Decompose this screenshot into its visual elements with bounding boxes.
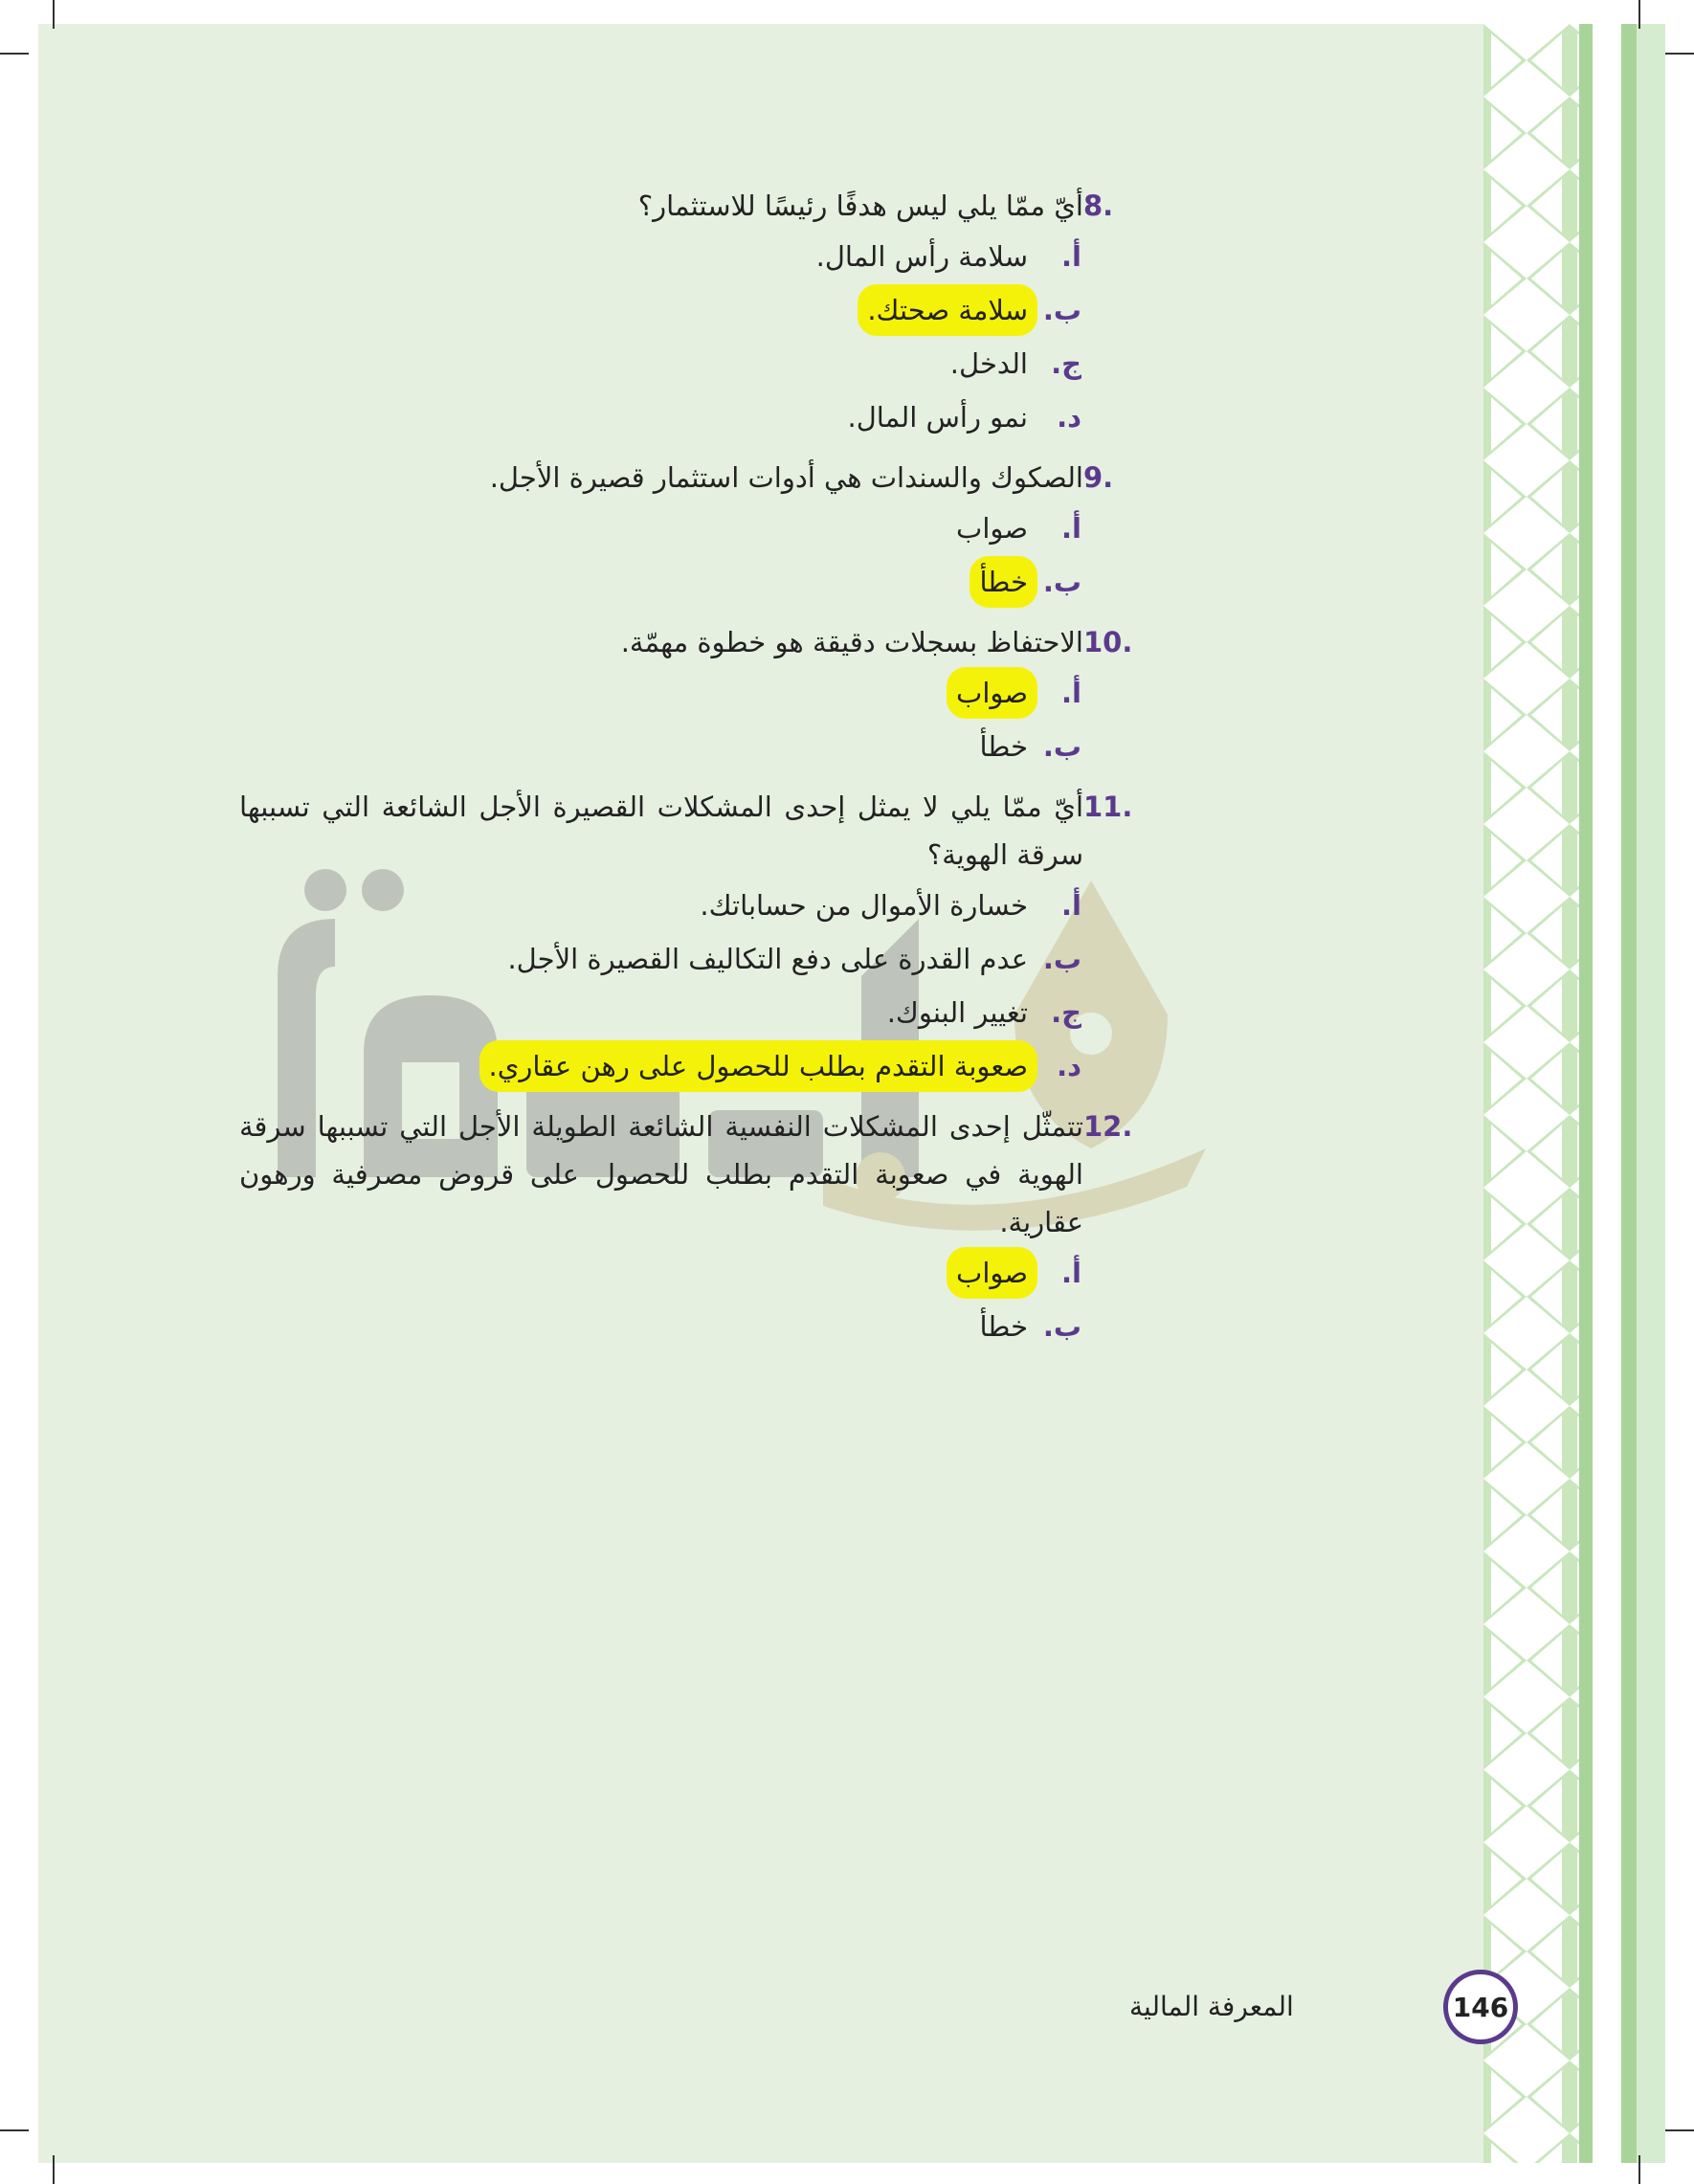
question-10 <box>239 618 1139 773</box>
decorative-side-band <box>1483 24 1665 2163</box>
option-c[interactable] <box>239 986 1081 1039</box>
question-number: 10. <box>1083 626 1133 658</box>
zigzag-pattern <box>1483 24 1665 2163</box>
option-a[interactable] <box>239 230 1081 283</box>
crop-mark <box>53 2155 55 2184</box>
question-8 <box>239 182 1139 444</box>
option-text-highlighted: صعوبة التقدم بطلب للحصول على رهن عقاري. <box>479 1040 1038 1092</box>
option-b[interactable] <box>239 283 1081 337</box>
question-text: أيّ ممّا يلي ليس هدفًا رئيسًا للاستثمار؟ <box>637 189 1083 222</box>
option-letter: ب. <box>1042 566 1081 598</box>
option-letter: د. <box>1057 1050 1081 1082</box>
option-letter: أ. <box>1061 677 1081 709</box>
option-a[interactable] <box>239 666 1081 720</box>
option-letter: ب. <box>1042 943 1081 975</box>
option-letter: أ. <box>1061 240 1081 273</box>
option-c[interactable] <box>239 337 1081 390</box>
option-text: تغيير البنوك. <box>886 996 1028 1029</box>
option-text-highlighted: خطأ <box>970 556 1037 608</box>
question-text: الاحتفاظ بسجلات دقيقة هو خطوة مهمّة. <box>620 626 1083 658</box>
option-letter: أ. <box>1061 889 1081 922</box>
question-text: أيّ ممّا يلي لا يمثل إحدى المشكلات القصيرة الأجل الشائعة التي تسببها سرقة الهوية؟ <box>239 791 1083 871</box>
crop-mark <box>1665 2129 1694 2131</box>
crop-mark <box>0 2129 29 2131</box>
question-12 <box>239 1103 1139 1353</box>
option-text-highlighted: سلامة صحتك. <box>858 284 1037 336</box>
option-text: خطأ <box>979 730 1028 763</box>
option-b[interactable] <box>239 1300 1081 1353</box>
option-letter: ج. <box>1051 996 1081 1029</box>
option-letter: ب. <box>1042 1310 1081 1343</box>
question-11 <box>239 783 1139 1093</box>
option-text: عدم القدرة على دفع التكاليف القصيرة الأجل. <box>507 943 1028 975</box>
option-text: خسارة الأموال من حساباتك. <box>700 889 1028 922</box>
question-number: 8. <box>1083 189 1114 222</box>
option-a[interactable] <box>239 1246 1081 1300</box>
question-number: 12. <box>1083 1110 1133 1143</box>
option-b[interactable] <box>239 932 1081 986</box>
option-letter: ب. <box>1042 294 1081 326</box>
option-d[interactable] <box>239 390 1081 444</box>
crop-mark <box>1665 53 1694 55</box>
option-text: الدخل. <box>949 347 1028 380</box>
option-text: صواب <box>956 512 1028 545</box>
crop-mark <box>1638 2155 1640 2184</box>
option-letter: د. <box>1057 401 1081 434</box>
option-text: سلامة رأس المال. <box>815 240 1028 273</box>
option-text-highlighted: صواب <box>947 1247 1037 1299</box>
option-d[interactable] <box>239 1039 1081 1093</box>
option-text: خطأ <box>979 1310 1028 1343</box>
question-text: تتمثّل إحدى المشكلات النفسية الشائعة الطويلة الأجل التي تسببها سرقة الهوية في صعوبة التقدم بطلب للحصول على قروض مصرفية ورهون عقارية. <box>239 1110 1083 1238</box>
option-letter: أ. <box>1061 1257 1081 1289</box>
question-text: الصكوك والسندات هي أدوات استثمار قصيرة الأجل. <box>489 461 1083 494</box>
question-9 <box>239 454 1139 609</box>
option-letter: ج. <box>1051 347 1081 380</box>
question-number: 9. <box>1083 461 1114 494</box>
crop-mark <box>0 53 29 55</box>
question-number: 11. <box>1083 791 1133 823</box>
option-text-highlighted: صواب <box>947 667 1037 719</box>
option-a[interactable] <box>239 501 1081 555</box>
book-title: المعرفة المالية <box>1129 1991 1294 2022</box>
option-letter: ب. <box>1042 730 1081 763</box>
option-a[interactable] <box>239 879 1081 932</box>
option-b[interactable] <box>239 555 1081 609</box>
option-b[interactable] <box>239 720 1081 773</box>
questions-list <box>239 182 1139 1363</box>
option-text: نمو رأس المال. <box>847 401 1028 434</box>
option-letter: أ. <box>1061 512 1081 545</box>
page-number-badge: 146 <box>1443 1970 1518 2044</box>
crop-mark <box>53 0 55 29</box>
crop-mark <box>1638 0 1640 29</box>
